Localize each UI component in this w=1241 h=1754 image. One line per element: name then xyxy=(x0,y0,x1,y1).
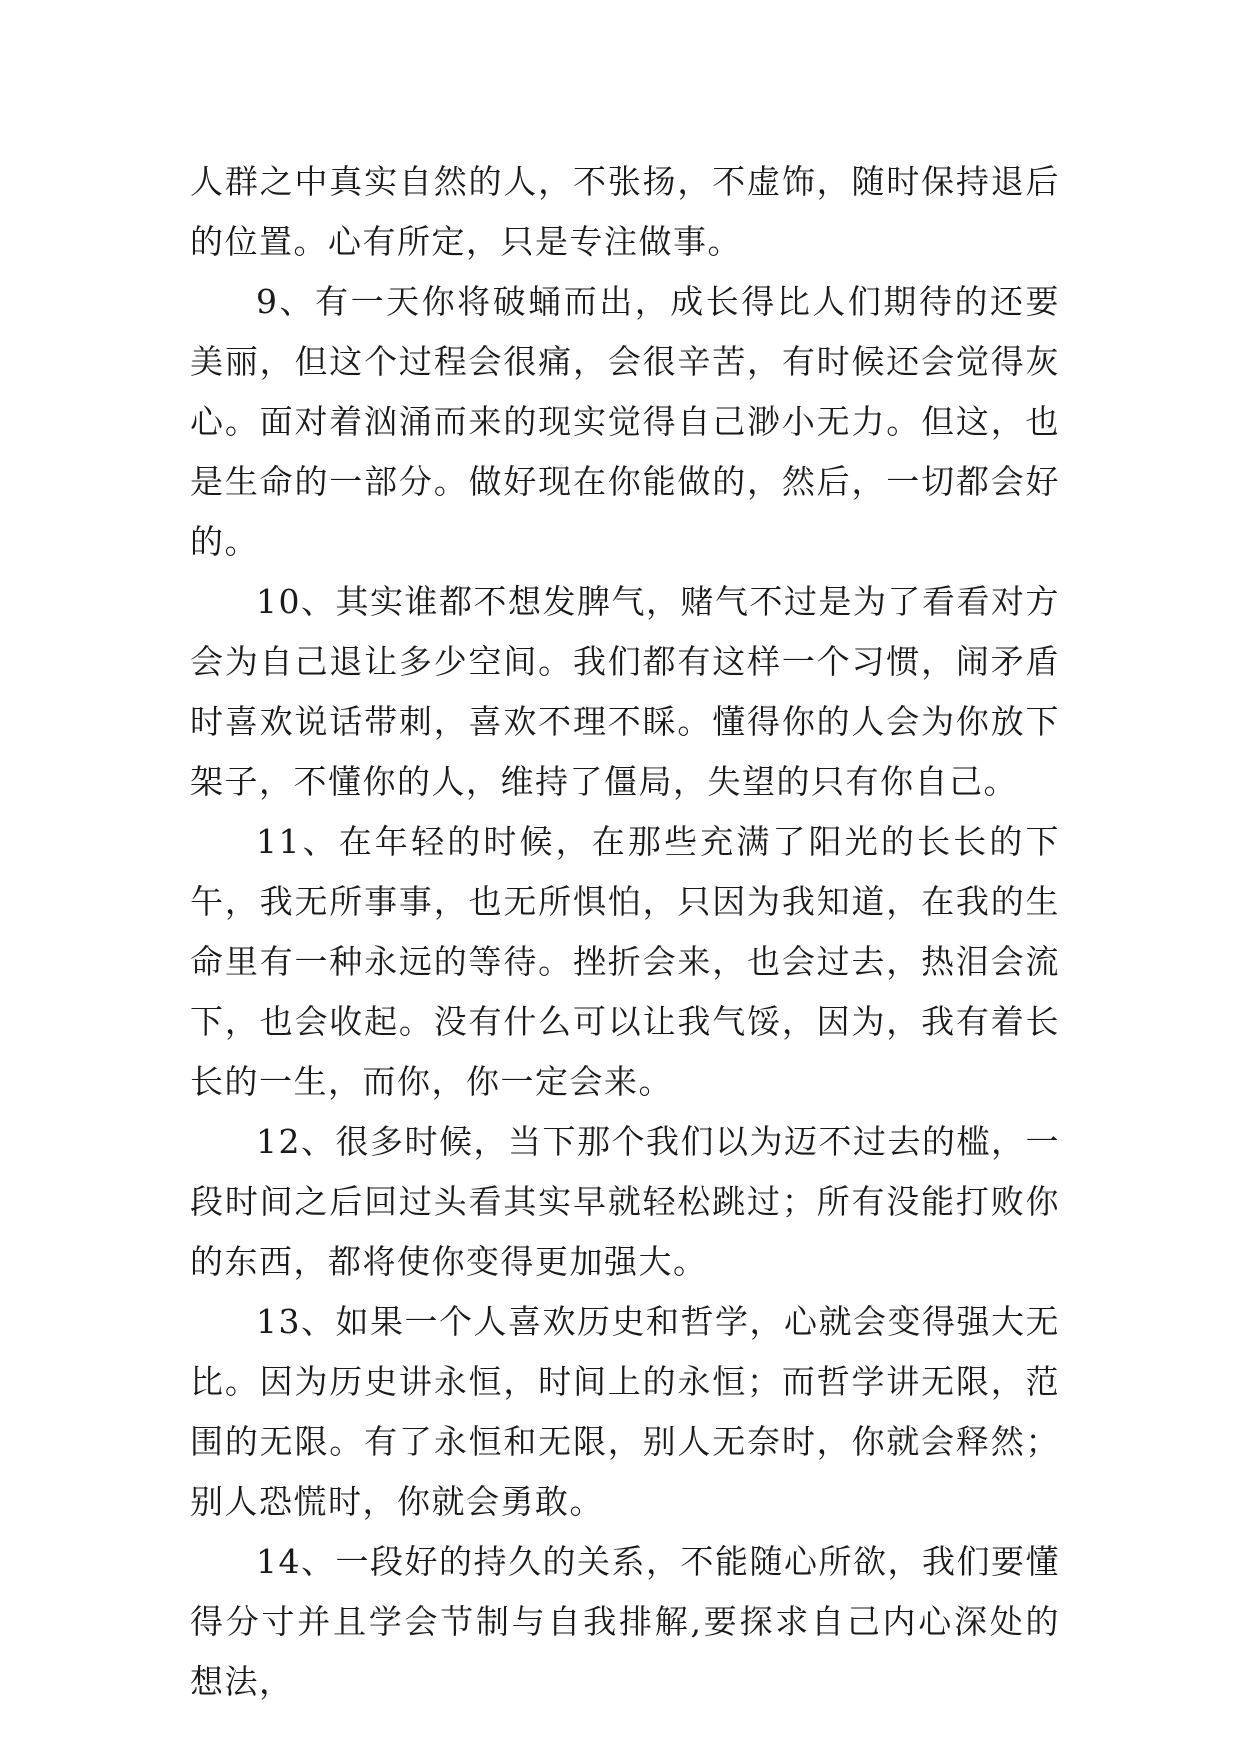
body-text xyxy=(190,152,1060,1712)
paragraph-12: 12、很多时候，当下那个我们以为迈不过去的槛，一段时间之后回过头看其实早就轻松跳过；所有没能打败你的东西，都将使你变得更加强大。 xyxy=(190,1122,1060,1281)
paragraph-10: 10、其实谁都不想发脾气，赌气不过是为了看看对方会为自己退让多少空间。我们都有这样一个习惯，闹矛盾时喜欢说话带刺，喜欢不理不睬。懂得你的人会为你放下架子，不懂你的人，维持了僵局，失望的只有你自己。 xyxy=(190,582,1060,801)
paragraph-8-continued: 人群之中真实自然的人，不张扬，不虚饰，随时保持退后的位置。心有所定，只是专注做事。 xyxy=(190,162,1060,261)
paragraph-9: 9、有一天你将破蛹而出，成长得比人们期待的还要美丽，但这个过程会很痛，会很辛苦，有时候还会觉得灰心。面对着汹涌而来的现实觉得自己渺小无力。但这，也是生命的一部分。做好现在你能做的，然后，一切都会好的。 xyxy=(190,282,1060,561)
paragraph-11: 11、在年轻的时候，在那些充满了阳光的长长的下午，我无所事事，也无所惧怕，只因为我知道，在我的生命里有一种永远的等待。挫折会来，也会过去，热泪会流下，也会收起。没有什么可以让我气馁，因为，我有着长长的一生，而你，你一定会来。 xyxy=(190,822,1060,1101)
paragraph-13: 13、如果一个人喜欢历史和哲学，心就会变得强大无比。因为历史讲永恒，时间上的永恒；而哲学讲无限，范围的无限。有了永恒和无限，别人无奈时，你就会释然；别人恐慌时，你就会勇敢。 xyxy=(190,1302,1060,1521)
paragraph-14: 14、一段好的持久的关系，不能随心所欲，我们要懂得分寸并且学会节制与自我排解,要探求自己内心深处的想法， xyxy=(190,1542,1060,1701)
